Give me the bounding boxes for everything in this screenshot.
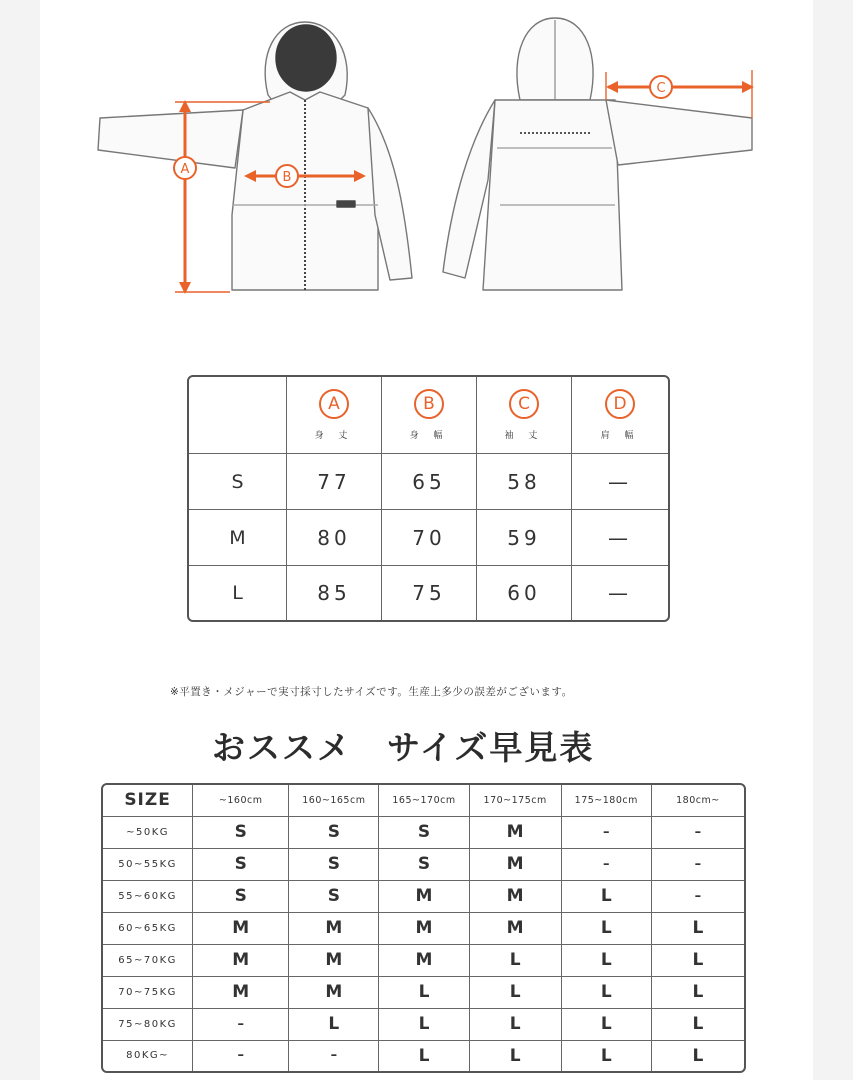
measure-value: 58 <box>477 454 572 510</box>
measure-value: 75 <box>382 566 477 620</box>
recommended-size-cell: L <box>470 1009 562 1041</box>
header-label: 肩 幅 <box>600 431 640 441</box>
letter-badge: C <box>509 389 539 419</box>
recommended-size-cell: M <box>289 945 379 977</box>
reco-row <box>103 945 744 977</box>
recommended-size-cell: M <box>289 977 379 1009</box>
jacket-illustration <box>0 0 853 330</box>
measure-value: — <box>608 581 632 606</box>
recommended-size-cell: L <box>562 881 652 913</box>
reco-row <box>103 849 744 881</box>
measure-value: 60 <box>477 566 572 620</box>
recommended-size-cell: L <box>470 945 562 977</box>
size-corner-label: SIZE <box>103 785 193 817</box>
measurement-table <box>187 375 670 622</box>
reco-body <box>103 817 744 1071</box>
recommended-size-cell: L <box>652 977 744 1009</box>
measurement-header-b <box>382 377 477 454</box>
recommended-size-cell: L <box>562 945 652 977</box>
measurement-header-c <box>477 377 572 454</box>
reco-row <box>103 1041 744 1072</box>
measure-value: 80 <box>287 510 382 566</box>
header-label: 身 丈 <box>314 431 354 441</box>
weight-row-label: 55~60KG <box>103 881 193 913</box>
size-label: S <box>189 454 287 510</box>
recommended-size-cell: – <box>289 1041 379 1072</box>
reco-row <box>103 817 744 849</box>
recommended-size-cell: L <box>652 1009 744 1041</box>
reco-row <box>103 913 744 945</box>
weight-row-label: ~50KG <box>103 817 193 849</box>
letter-badge: D <box>605 389 635 419</box>
letter-badge: B <box>414 389 444 419</box>
weight-row-label: 75~80KG <box>103 1009 193 1041</box>
measure-value: — <box>572 510 668 566</box>
height-column-header: 165~170cm <box>379 785 469 817</box>
size-label: M <box>189 510 287 566</box>
measure-value: 59 <box>477 510 572 566</box>
recommended-size-cell: M <box>379 881 469 913</box>
weight-row-label: 65~70KG <box>103 945 193 977</box>
recommended-size-cell: M <box>379 913 469 945</box>
jacket-back <box>443 18 752 290</box>
measure-value: 65 <box>382 454 477 510</box>
measure-value: 85 <box>287 566 382 620</box>
height-column-header: 170~175cm <box>470 785 562 817</box>
recommended-size-cell: M <box>193 977 289 1009</box>
measurement-note: ※平置き・メジャーで実寸採寸したサイズです。生産上多少の誤差がございます。 <box>170 686 573 698</box>
height-column-header: ~160cm <box>193 785 289 817</box>
reco-row <box>103 1009 744 1041</box>
jacket-front <box>98 22 412 290</box>
recommended-size-cell: – <box>652 817 744 849</box>
height-column-header: 175~180cm <box>562 785 652 817</box>
recommended-size-cell: M <box>379 945 469 977</box>
recommended-size-cell: L <box>562 977 652 1009</box>
measure-value: 77 <box>287 454 382 510</box>
measurement-corner <box>189 377 287 454</box>
measure-value: — <box>572 454 668 510</box>
recommended-size-cell: – <box>562 849 652 881</box>
label-c: C <box>656 81 666 96</box>
weight-row-label: 80KG~ <box>103 1041 193 1072</box>
recommended-size-cell: S <box>193 817 289 849</box>
recommended-size-cell: L <box>379 1041 469 1072</box>
recommended-size-cell: S <box>379 817 469 849</box>
recommended-size-cell: S <box>193 849 289 881</box>
weight-row-label: 60~65KG <box>103 913 193 945</box>
header-label: 身 幅 <box>409 431 449 441</box>
recommended-size-cell: L <box>652 913 744 945</box>
recommended-size-cell: S <box>289 849 379 881</box>
measurement-header-d <box>572 377 668 454</box>
measurement-row-l <box>189 566 668 620</box>
recommended-size-cell: S <box>193 881 289 913</box>
recommended-size-cell: – <box>562 817 652 849</box>
recommended-size-cell: – <box>193 1041 289 1072</box>
header-label: 袖 丈 <box>504 431 544 441</box>
recommended-size-cell: L <box>562 1009 652 1041</box>
recommended-size-cell: – <box>652 849 744 881</box>
measure-value: 70 <box>382 510 477 566</box>
recommended-size-cell: S <box>289 817 379 849</box>
recommended-size-cell: S <box>379 849 469 881</box>
recommended-size-cell: – <box>193 1009 289 1041</box>
recommended-size-cell: M <box>289 913 379 945</box>
label-a: A <box>180 162 190 177</box>
reco-row <box>103 881 744 913</box>
recommended-size-cell: – <box>652 881 744 913</box>
recommended-size-cell: L <box>289 1009 379 1041</box>
letter-badge: A <box>319 389 349 419</box>
recommended-size-cell: M <box>470 881 562 913</box>
measurement-row-s <box>189 454 668 510</box>
height-column-header: 180cm~ <box>652 785 744 817</box>
recommended-size-cell: S <box>289 881 379 913</box>
reco-row <box>103 977 744 1009</box>
recommended-size-cell: M <box>470 913 562 945</box>
recommended-size-cell: M <box>193 945 289 977</box>
recommended-size-cell: L <box>470 977 562 1009</box>
weight-row-label: 50~55KG <box>103 849 193 881</box>
recommended-size-cell: M <box>470 817 562 849</box>
recommended-size-cell: L <box>470 1041 562 1072</box>
size-recommendation-table <box>101 783 746 1073</box>
measurement-header-row <box>189 377 668 454</box>
recommended-size-cell: L <box>379 1009 469 1041</box>
measurement-header-a <box>287 377 382 454</box>
height-column-header: 160~165cm <box>289 785 379 817</box>
recommended-size-cell: L <box>379 977 469 1009</box>
recommended-size-cell: M <box>193 913 289 945</box>
size-label: L <box>189 566 287 620</box>
size-chart-heading: おススメ サイズ早見表 <box>212 728 595 767</box>
measurement-row-m <box>189 510 668 566</box>
recommended-size-cell: L <box>652 945 744 977</box>
recommended-size-cell: L <box>562 1041 652 1072</box>
label-b: B <box>282 170 292 185</box>
reco-header-row <box>103 785 744 817</box>
recommended-size-cell: L <box>692 1045 704 1066</box>
weight-row-label: 70~75KG <box>103 977 193 1009</box>
recommended-size-cell: M <box>470 849 562 881</box>
recommended-size-cell: L <box>562 913 652 945</box>
